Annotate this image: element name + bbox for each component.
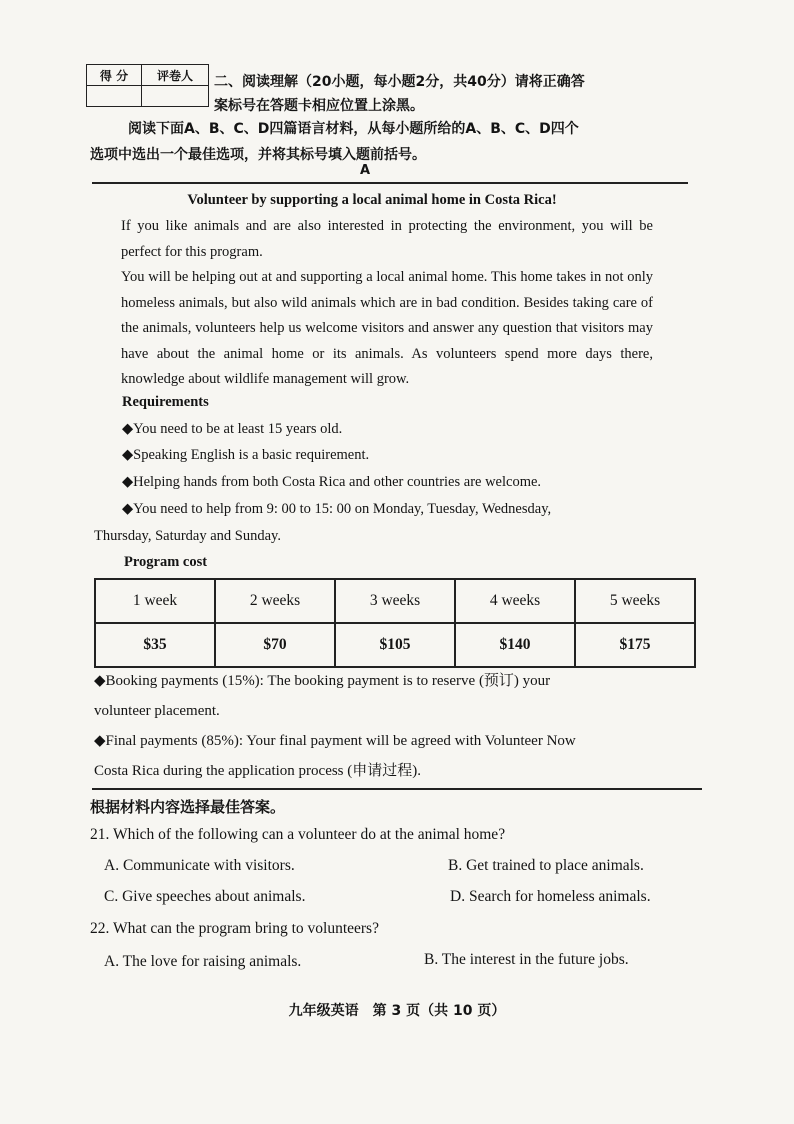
requirement-item: ◆Helping hands from both Costa Rica and other countries are welcome. [122,474,542,490]
duration-row [95,579,695,623]
instructions [90,116,650,168]
final-payments [94,726,696,786]
paragraph-2-text: You will be helping out at and supporting a local animal home. This home takes in not only homeless animals, but also wild animals which are in bad condition. Besides taking care of the animals, volunteers help us welcome visitors and answer any question that visitors may have about the animal home or its animals. As volunteers spend more days there, knowledge about wildlife management will grow. [121,269,653,387]
grader-label: 评卷人 [142,65,209,86]
instruction-line2: 选项中选出一个最佳选项，并将其标号填入题前括号。 [90,147,426,163]
booking-line1: ◆Booking payments (15%): The booking payment is to reserve (预订) your [94,673,551,689]
option-21-d: D. Search for homeless animals. [450,888,651,905]
grader-cell [142,86,209,107]
option-21-a: A. Communicate with visitors. [104,857,295,874]
duration-cell: 4 weeks [455,579,575,623]
paragraph-1-text: If you like animals and are also interested in protecting the environment, you will be perfect for this program. [121,218,653,260]
score-label: 得 分 [87,65,142,86]
questions-intro: 根据材料内容选择最佳答案。 [90,798,286,816]
question-22-stem: 22. What can the program bring to volunteers? [90,920,379,937]
booking-payments [94,666,696,726]
program-cost-heading: Program cost [124,554,208,570]
final-line1: ◆Final payments (85%): Your final payment will be agreed with Volunteer Now [94,733,576,749]
duration-cell: 5 weeks [575,579,695,623]
instruction-line1: 阅读下面A、B、C、D四篇语言材料，从每小题所给的A、B、C、D四个 [128,121,579,137]
passage-top-rule [92,182,688,184]
price-cell: $35 [95,623,215,667]
section-heading-line2: 案标号在答题卡相应位置上涂黑。 [214,98,424,114]
requirement-item: ◆You need to help from 9: 00 to 15: 00 on Monday, Tuesday, Wednesday, [122,501,552,517]
passage-letter: A [359,163,371,178]
price-row [95,623,695,667]
page-footer: 九年级英语 第 3 页（共 10 页） [288,1003,506,1019]
score-box [86,64,209,107]
option-22-a: A. The love for raising animals. [104,953,302,970]
section-heading [214,70,634,118]
paragraph-2 [93,265,653,393]
program-cost-table [94,578,696,668]
price-cell: $105 [335,623,455,667]
question-21-stem: 21. Which of the following can a volunteer do at the animal home? [90,826,506,843]
passage-title: Volunteer by supporting a local animal home in Costa Rica! [187,192,557,208]
passage-bottom-rule [92,788,702,790]
duration-cell: 3 weeks [335,579,455,623]
final-line2: Costa Rica during the application process (申请过程). [94,763,422,779]
duration-cell: 1 week [95,579,215,623]
price-cell: $140 [455,623,575,667]
price-cell: $70 [215,623,335,667]
score-cell [87,86,142,107]
booking-line2: volunteer placement. [94,703,220,719]
paragraph-1 [93,214,653,265]
option-22-b: B. The interest in the future jobs. [424,951,629,968]
option-21-c: C. Give speeches about animals. [104,888,306,905]
price-cell: $175 [575,623,695,667]
requirement-item-cont: Thursday, Saturday and Sunday. [94,528,281,544]
requirements-heading: Requirements [122,394,209,410]
option-21-b: B. Get trained to place animals. [448,857,644,874]
requirement-item: ◆Speaking English is a basic requirement. [122,447,370,463]
section-heading-line1: 二、阅读理解（20小题，每小题2分，共40分）请将正确答 [214,74,585,90]
duration-cell: 2 weeks [215,579,335,623]
requirement-item: ◆You need to be at least 15 years old. [122,421,343,437]
